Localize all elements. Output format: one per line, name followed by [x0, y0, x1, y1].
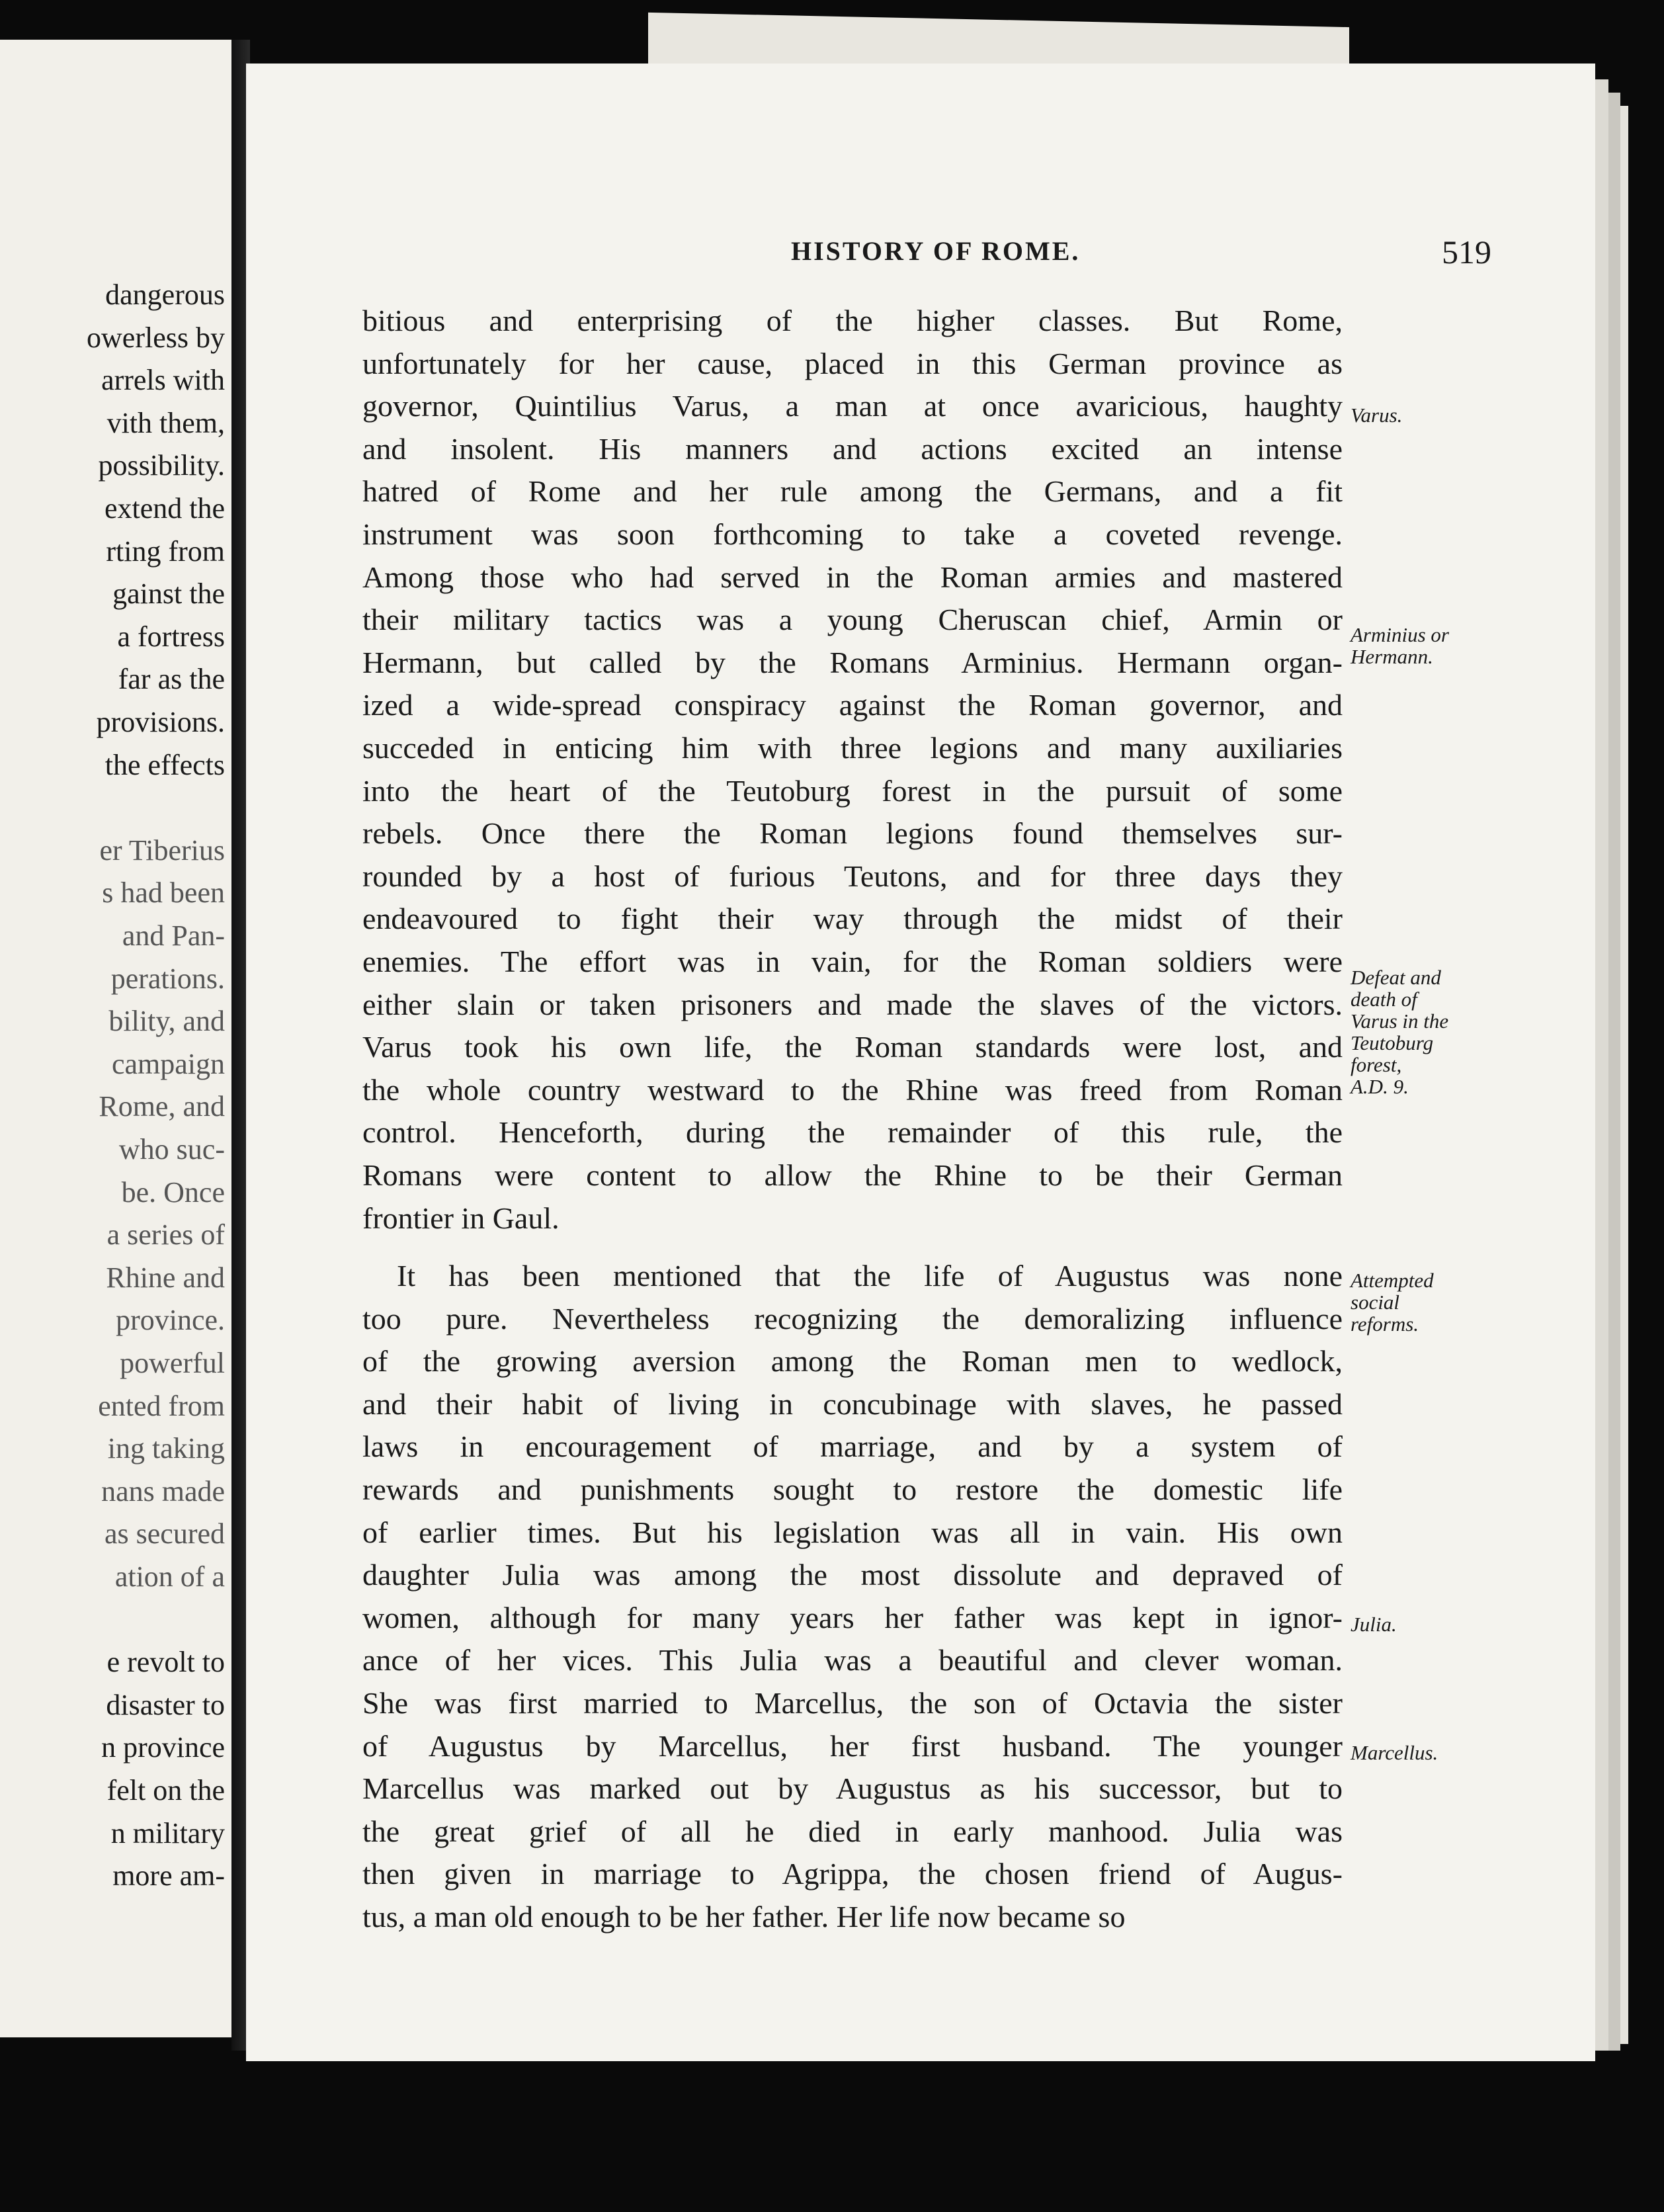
margin-note-arminius: Arminius or [1351, 623, 1449, 646]
margin-note-defeat: Varus in the [1351, 1009, 1449, 1033]
margin-note-defeat: A.D. 9. [1351, 1075, 1409, 1098]
left-page-line: powerful [120, 1347, 225, 1379]
paragraph2-line: and their habit of living in concubinage with slaves, he passed [362, 1386, 1343, 1421]
paragraph2-line: tus, a man old enough to be her father. Her life now became so [362, 1900, 1126, 1934]
left-page-line: vith them, [106, 406, 225, 439]
paragraph2-line: the great grief of all he died in early manhood. Julia was [362, 1814, 1343, 1848]
paragraph1-line: control. Henceforth, during the remainder of this rule, the [362, 1115, 1343, 1150]
paragraph1-line: bitious and enterprising of the higher classes. But Rome, [362, 304, 1343, 337]
paragraph1-line: their military tactics was a young Cheruscan chief, Armin or [362, 603, 1343, 637]
paragraph1-line: unfortunately for her cause, placed in this German province as [362, 346, 1343, 380]
left-page-line: extend the [104, 492, 225, 525]
paragraph2-line: of earlier times. But his legislation was all in vain. His own [362, 1515, 1343, 1549]
paragraph1-line: rebels. Once there the Roman legions found themselves sur- [362, 816, 1343, 851]
margin-note-varus: Varus. [1351, 404, 1403, 427]
left-page-line: n province [101, 1731, 225, 1764]
paragraph2-line: Marcellus was marked out by Augustus as his successor, but to [362, 1771, 1343, 1806]
left-page-fragment [0, 40, 231, 2037]
left-page-line: Rhine and [106, 1261, 225, 1294]
left-page-line: Rome, and [99, 1090, 225, 1123]
left-page-line: rting from [106, 534, 225, 568]
left-page-line: the effects [104, 748, 225, 781]
paragraph1-line: Hermann, but called by the Romans Arminius. Hermann organ- [362, 645, 1343, 679]
paragraph2-line: It has been mentioned that the life of Augustus was none [397, 1259, 1343, 1293]
paragraph1-line: and insolent. His manners and actions excited an intense [362, 431, 1343, 466]
paragraph1-line: Among those who had served in the Roman armies and mastered [362, 560, 1343, 594]
left-page-line: and Pan- [122, 919, 225, 952]
paragraph1-line: hatred of Rome and her rule among the Germans, and a fit [362, 474, 1343, 509]
paragraph1-line: rounded by a host of furious Teutons, and for three days they [362, 859, 1343, 893]
paragraph2-line: rewards and punishments sought to restore the domestic life [362, 1472, 1343, 1506]
left-page-line: as secured [104, 1517, 225, 1551]
paragraph2-line: ance of her vices. This Julia was a beautiful and clever woman. [362, 1643, 1343, 1678]
margin-note-reforms: Attempted [1351, 1269, 1434, 1292]
left-page-line: ation of a [114, 1560, 225, 1593]
margin-note-defeat: forest, [1351, 1053, 1402, 1076]
left-page-line: arrels with [101, 364, 225, 397]
left-page-line: n military [110, 1816, 225, 1850]
left-page-line: owerless by [87, 321, 225, 354]
paragraph1-line: ized a wide-spread conspiracy against the Roman governor, and [362, 688, 1343, 722]
margin-note-julia: Julia. [1351, 1613, 1397, 1636]
paragraph2-line: women, although for many years her father was kept in ignor- [362, 1600, 1343, 1635]
left-page-line: e revolt to [106, 1646, 225, 1679]
paragraph2-line: daughter Julia was among the most dissolute and depraved of [362, 1558, 1343, 1592]
left-page-line: felt on the [106, 1774, 225, 1807]
paragraph1-line: endeavoured to fight their way through the midst of their [362, 902, 1343, 936]
running-header: HISTORY OF ROME. [791, 236, 1081, 266]
paragraph2-line: too pure. Nevertheless recognizing the demoralizing influence [362, 1301, 1343, 1336]
paragraph2-line: of the growing aversion among the Roman men to wedlock, [362, 1344, 1343, 1379]
margin-note-arminius: Hermann. [1351, 645, 1433, 668]
paragraph1-line: into the heart of the Teutoburg forest in the pursuit of some [362, 773, 1343, 808]
left-page-line: perations. [110, 962, 225, 995]
left-page-line: s had been [102, 876, 225, 910]
margin-note-reforms: social [1351, 1291, 1400, 1314]
left-page-line: province. [116, 1304, 225, 1337]
margin-note-defeat: Defeat and [1351, 966, 1441, 989]
left-page-line: a fortress [117, 620, 225, 653]
margin-note-marcellus: Marcellus. [1351, 1741, 1438, 1764]
paragraph1-line: Romans were content to allow the Rhine to be their German [362, 1158, 1343, 1192]
left-page-line: disaster to [106, 1688, 225, 1721]
left-page-line: nans made [101, 1474, 225, 1508]
paragraph2-line: then given in marriage to Agrippa, the chosen friend of Augus- [362, 1857, 1343, 1891]
paragraph1-line: frontier in Gaul. [362, 1201, 560, 1235]
left-page-line: ented from [98, 1389, 225, 1422]
paragraph1-line: either slain or taken prisoners and made the slaves of the victors. [362, 987, 1343, 1021]
left-page-line: er Tiberius [99, 833, 225, 867]
margin-note-defeat: Teutoburg [1351, 1031, 1434, 1054]
left-page-line: possibility. [98, 449, 225, 482]
left-page-line: gainst the [112, 577, 225, 611]
paragraph2-line: laws in encouragement of marriage, and by a system of [362, 1429, 1343, 1464]
paragraph2-line: of Augustus by Marcellus, her first husband. The younger [362, 1728, 1343, 1763]
paragraph1-line: instrument was soon forthcoming to take a coveted revenge. [362, 517, 1343, 551]
left-page-line: dangerous [105, 278, 225, 311]
page-number: 519 [1442, 234, 1491, 271]
left-page-line: bility, and [108, 1005, 225, 1038]
paragraph1-line: Varus took his own life, the Roman standards were lost, and [362, 1030, 1343, 1064]
left-page-line: who suc- [118, 1133, 225, 1166]
paragraph2-line: She was first married to Marcellus, the son of Octavia the sister [362, 1686, 1343, 1720]
left-page-line: far as the [118, 663, 225, 696]
paragraph1-line: enemies. The effort was in vain, for the Roman soldiers were [362, 945, 1343, 978]
left-page-line: a series of [106, 1218, 225, 1252]
margin-note-defeat: death of [1351, 988, 1417, 1011]
left-page-line: be. Once [121, 1175, 225, 1209]
left-page-line: more am- [112, 1859, 225, 1893]
margin-note-reforms: reforms. [1351, 1312, 1419, 1336]
paragraph1-line: the whole country westward to the Rhine was freed from Roman [362, 1072, 1343, 1107]
left-page-line: provisions. [96, 706, 225, 738]
paragraph1-line: succeded in enticing him with three legions and many auxiliaries [362, 731, 1343, 765]
paragraph1-line: governor, Quintilius Varus, a man at once avaricious, haughty [362, 389, 1343, 423]
left-page-line: campaign [111, 1047, 225, 1080]
left-page-line: ing taking [107, 1432, 225, 1465]
